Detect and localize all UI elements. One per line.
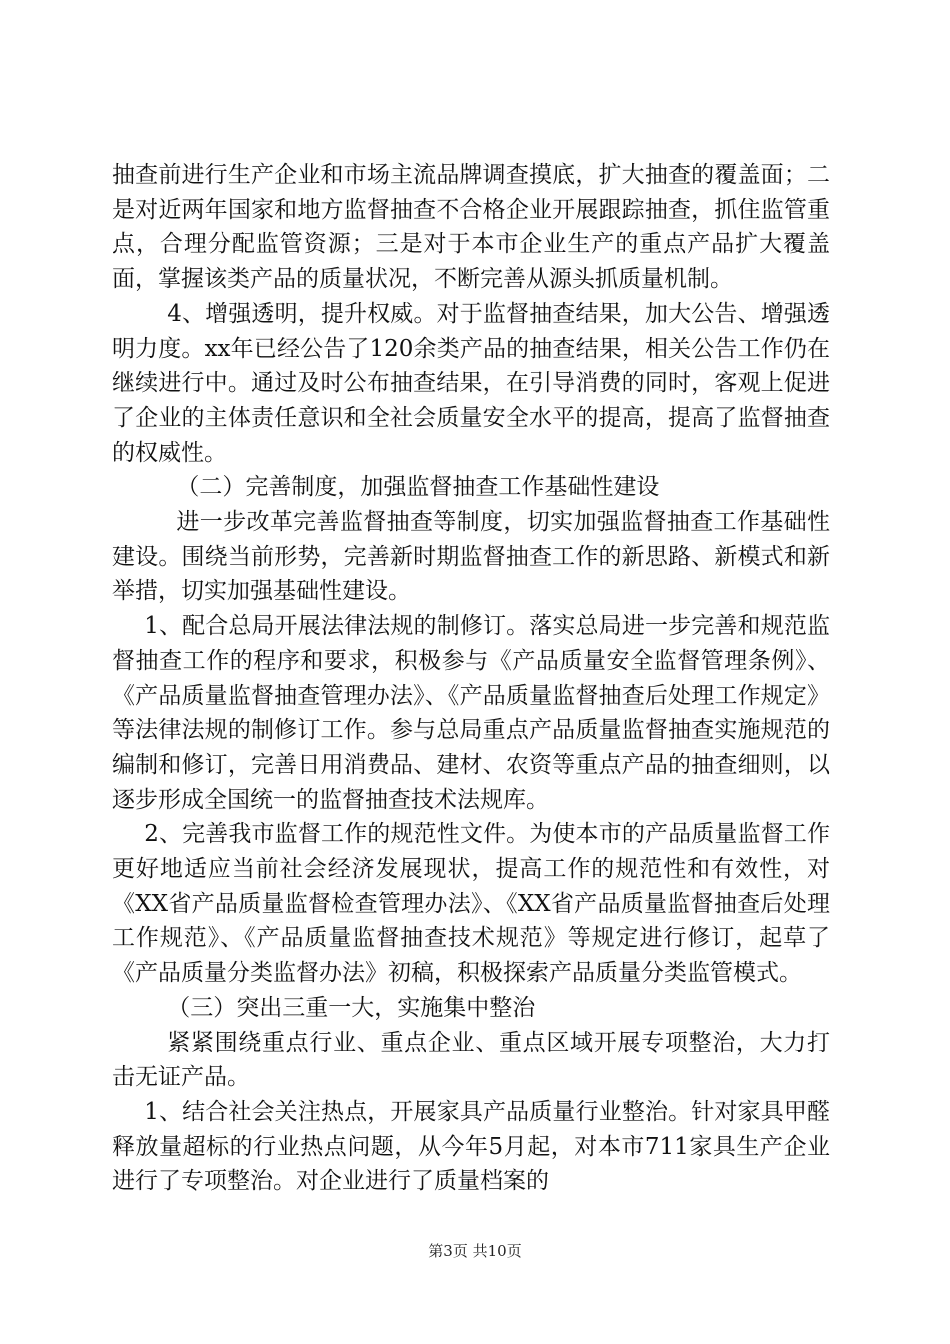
- paragraph-item-1: 1、配合总局开展法律法规的制修订。落实总局进一步完善和规范监督抽查工作的程序和要求，积极参与《产品质量安全监督管理条例》、《产品质量监督抽查管理办法》、《产品质量监督抽查后处理工作规定》等法律法规的制修订工作。参与总局重点产品质量监督抽查实施规范的编制和修订，完善日用消费品、建材、农资等重点产品的抽查细则，以逐步形成全国统一的监督抽查技术法规库。: [112, 613, 830, 813]
- paragraph-continuation: 抽查前进行生产企业和市场主流品牌调查摸底，扩大抽查的覆盖面；二是对近两年国家和地方监督抽查不合格企业开展跟踪抽查，抓住监管重点，合理分配监管资源；三是对于本市企业生产的重点产品扩大覆盖面，掌握该类产品的质量状况，不断完善从源头抓质量机制。: [112, 162, 830, 293]
- paragraph-item-1-furniture: 1、结合社会关注热点，开展家具产品质量行业整治。针对家具甲醛释放量超标的行业热点问题，从今年5月起，对本市711家具生产企业进行了专项整治。对企业进行了质量档案的: [112, 1098, 830, 1195]
- section-heading-3: （三）突出三重一大，实施集中整治: [167, 994, 536, 1021]
- document-body: [112, 158, 830, 1199]
- page-number-footer: 第3页 共10页: [428, 1242, 522, 1260]
- paragraph-section-2-intro: 进一步改革完善监督抽查等制度，切实加强监督抽查工作基础性建设。围绕当前形势，完善新时期监督抽查工作的新思路、新模式和新举措，切实加强基础性建设。: [112, 509, 830, 605]
- paragraph-item-4: 4、增强透明，提升权威。对于监督抽查结果，加大公告、增强透明力度。xx年已经公告了120余类产品的抽查结果，相关公告工作仍在继续进行中。通过及时公布抽查结果，在引导消费的同时，客观上促进了企业的主体责任意识和全社会质量安全水平的提高，提高了监督抽查的权威性。: [112, 300, 830, 466]
- section-heading-2: （二）完善制度，加强监督抽查工作基础性建设: [176, 474, 660, 501]
- paragraph-item-2: 2、完善我市监督工作的规范性文件。为使本市的产品质量监督工作更好地适应当前社会经济发展现状，提高工作的规范性和有效性，对《XX省产品质量监督检查管理办法》、《XX省产品质量监督抽查后处理工作规范》、《产品质量监督抽查技术规范》等规定进行修订，起草了《产品质量分类监督办法》初稿，积极探索产品质量分类监管模式。: [112, 821, 830, 987]
- paragraph-section-3-intro: 紧紧围绕重点行业、重点企业、重点区域开展专项整治，大力打击无证产品。: [112, 1029, 830, 1091]
